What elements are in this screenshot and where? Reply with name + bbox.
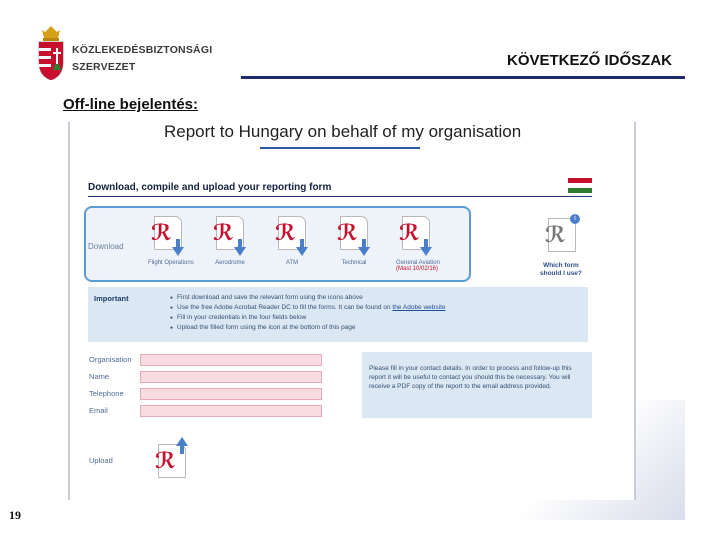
- info-icon: i: [570, 214, 580, 224]
- form-label: ATM: [285, 260, 299, 266]
- telephone-label: Telephone: [89, 389, 124, 398]
- form-label: General Aviation: [396, 260, 440, 266]
- list-item: ● First download and save the relevant form using the icons above: [170, 293, 446, 303]
- list-item: ● Fill in your credentials in the four fields below: [170, 313, 446, 323]
- list-item: ● Upload the filled form using the icon at the bottom of this page: [170, 323, 446, 333]
- download-form-technical[interactable]: [334, 216, 374, 266]
- adobe-website-link[interactable]: the Adobe website: [392, 304, 446, 311]
- org-name-line2: SZERVEZET: [72, 61, 136, 73]
- pdf-download-icon: ℛ: [216, 216, 244, 250]
- page-number: 19: [9, 508, 21, 522]
- which-form-line2: should I use?: [540, 270, 582, 277]
- download-form-general-aviation[interactable]: [396, 216, 440, 272]
- organisation-label: Organisation: [89, 355, 132, 364]
- download-form-atm[interactable]: [272, 216, 312, 266]
- contact-note: Please fill in your contact details. In order to process and follow-up this report it will be useful to contact you should this be necessary. You will receive a PDF copy of the report to the email address provided.: [369, 365, 572, 390]
- name-field[interactable]: [140, 371, 322, 383]
- slide-title: KÖVETKEZŐ IDŐSZAK: [506, 52, 672, 69]
- form-note: (Mast 10/02/16): [396, 266, 439, 272]
- download-form-aerodrome[interactable]: [210, 216, 250, 266]
- section-heading: Download, compile and upload your reporting form: [88, 182, 332, 193]
- pdf-download-icon: ℛ: [154, 216, 182, 250]
- embedded-report-form-screenshot: [68, 122, 636, 500]
- which-form-caption[interactable]: [540, 262, 582, 278]
- which-form-help[interactable]: [542, 215, 582, 252]
- list-item-text: Use the free Adobe Acrobat Reader DC to fill the forms. It can be found on: [177, 304, 391, 311]
- pdf-download-icon: ℛ: [402, 216, 430, 250]
- email-field[interactable]: [140, 405, 322, 417]
- section-divider: [88, 196, 592, 197]
- pdf-download-icon: ℛ: [340, 216, 368, 250]
- list-item: [170, 303, 446, 313]
- help-document-icon: ℛ i: [548, 218, 576, 252]
- form-label: Technical: [341, 260, 367, 266]
- org-name-line1: KÖZLEKEDÉSBIZTONSÁGI: [72, 44, 213, 56]
- download-form-flight-operations[interactable]: [148, 216, 194, 266]
- pdf-upload-icon: ℛ: [158, 444, 186, 478]
- form-title-underline: [260, 147, 420, 149]
- coat-of-arms-logo: [36, 26, 66, 80]
- download-label: Download: [88, 242, 124, 251]
- which-form-line1: Which form: [543, 262, 579, 269]
- organisation-name: [72, 42, 212, 76]
- upload-form-button[interactable]: [152, 444, 192, 478]
- important-list: [170, 293, 446, 333]
- important-label: Important: [94, 294, 129, 303]
- slide-subtitle: Off-line bejelentés:: [63, 96, 199, 113]
- pdf-download-icon: ℛ: [278, 216, 306, 250]
- upload-label: Upload: [89, 456, 113, 465]
- form-label: Flight Operations: [148, 260, 194, 266]
- hungarian-flag-icon: [568, 178, 592, 193]
- telephone-field[interactable]: [140, 388, 322, 400]
- form-label: Aerodrome: [215, 260, 245, 266]
- organisation-field[interactable]: [140, 354, 322, 366]
- name-label: Name: [89, 372, 110, 381]
- email-label: Email: [89, 406, 108, 415]
- form-page-title: Report to Hungary on behalf of my organisation: [164, 122, 522, 141]
- title-underline: [241, 76, 685, 79]
